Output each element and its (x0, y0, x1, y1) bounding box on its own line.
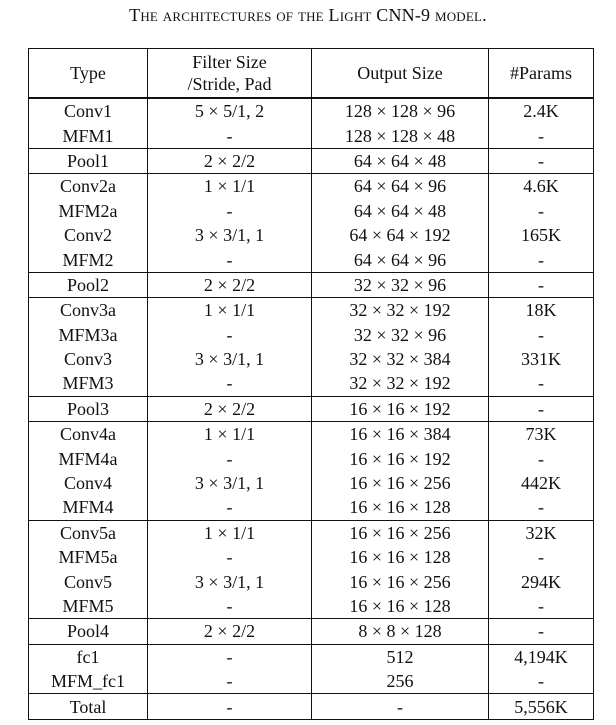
cell-type: MFM5 (29, 594, 148, 619)
cell-filter: - (148, 446, 312, 470)
cell-params: 294K (489, 569, 594, 593)
cell-output: 16 × 16 × 192 (312, 396, 489, 421)
cell-filter: 1 × 1/1 (148, 520, 312, 545)
cell-output: 16 × 16 × 128 (312, 594, 489, 619)
cell-output: 64 × 64 × 48 (312, 199, 489, 223)
cell-type: MFM2 (29, 247, 148, 272)
table-row (29, 371, 594, 396)
cell-output: 64 × 64 × 96 (312, 174, 489, 199)
cell-params: 73K (489, 422, 594, 447)
cell-params: 32K (489, 520, 594, 545)
table-caption: The architectures of the Light CNN-9 model. (129, 5, 487, 25)
cell-params: - (489, 247, 594, 272)
cell-type: Pool3 (29, 396, 148, 421)
cell-filter: - (148, 694, 312, 719)
cell-params: - (489, 199, 594, 223)
cell-filter: 3 × 3/1, 1 (148, 347, 312, 371)
cell-filter: 2 × 2/2 (148, 148, 312, 173)
cell-type: Pool2 (29, 272, 148, 297)
cell-params: - (489, 495, 594, 520)
cell-params: 331K (489, 347, 594, 371)
cell-filter: - (148, 495, 312, 520)
cell-params: - (489, 371, 594, 396)
cell-filter: 1 × 1/1 (148, 174, 312, 199)
header-params: #Params (489, 49, 594, 99)
cell-params: - (489, 594, 594, 619)
table-row (29, 545, 594, 569)
table-row (29, 422, 594, 447)
cell-type: MFM_fc1 (29, 669, 148, 694)
cell-params: - (489, 323, 594, 347)
cell-output: 32 × 32 × 192 (312, 371, 489, 396)
cell-params: 2.4K (489, 98, 594, 123)
cell-output: 512 (312, 644, 489, 669)
cell-type: MFM4 (29, 495, 148, 520)
cell-type: Conv3 (29, 347, 148, 371)
table-row (29, 520, 594, 545)
cell-filter: 3 × 3/1, 1 (148, 223, 312, 247)
cell-params: 4,194K (489, 644, 594, 669)
cell-params: - (489, 446, 594, 470)
cell-type: Conv2 (29, 223, 148, 247)
header-type: Type (29, 49, 148, 99)
cell-output: 32 × 32 × 384 (312, 347, 489, 371)
table-row (29, 247, 594, 272)
cell-filter: - (148, 669, 312, 694)
cell-output: 64 × 64 × 48 (312, 148, 489, 173)
cell-filter: 1 × 1/1 (148, 298, 312, 323)
cell-params: 5,556K (489, 694, 594, 719)
cell-filter: 3 × 3/1, 1 (148, 569, 312, 593)
cell-type: MFM3a (29, 323, 148, 347)
table-row (29, 446, 594, 470)
cell-type: Conv4a (29, 422, 148, 447)
cell-output: 16 × 16 × 128 (312, 495, 489, 520)
table-header (29, 49, 594, 99)
cell-filter: 5 × 5/1, 2 (148, 98, 312, 123)
architecture-table (28, 48, 594, 720)
cell-type: MFM4a (29, 446, 148, 470)
cell-output: 16 × 16 × 256 (312, 471, 489, 495)
table-body (29, 98, 594, 719)
cell-filter: - (148, 199, 312, 223)
cell-output: 16 × 16 × 384 (312, 422, 489, 447)
cell-output: 64 × 64 × 96 (312, 247, 489, 272)
cell-output: 8 × 8 × 128 (312, 619, 489, 644)
cell-filter: 2 × 2/2 (148, 396, 312, 421)
cell-output: 256 (312, 669, 489, 694)
header-row (29, 49, 594, 99)
cell-filter: 3 × 3/1, 1 (148, 471, 312, 495)
cell-params: - (489, 123, 594, 148)
table-row (29, 495, 594, 520)
cell-params: - (489, 669, 594, 694)
cell-type: MFM3 (29, 371, 148, 396)
cell-type: MFM5a (29, 545, 148, 569)
cell-type: Pool1 (29, 148, 148, 173)
cell-filter: - (148, 123, 312, 148)
cell-filter: - (148, 323, 312, 347)
cell-output: 32 × 32 × 96 (312, 323, 489, 347)
cell-params: 4.6K (489, 174, 594, 199)
cell-type: Total (29, 694, 148, 719)
cell-type: MFM2a (29, 199, 148, 223)
table-row (29, 569, 594, 593)
cell-filter: - (148, 594, 312, 619)
cell-filter: - (148, 371, 312, 396)
table-row (29, 471, 594, 495)
cell-params: - (489, 148, 594, 173)
cell-type: Conv2a (29, 174, 148, 199)
table-row (29, 694, 594, 719)
cell-output: 16 × 16 × 128 (312, 545, 489, 569)
cell-filter: - (148, 644, 312, 669)
cell-type: Conv1 (29, 98, 148, 123)
cell-output: 32 × 32 × 96 (312, 272, 489, 297)
table-row (29, 323, 594, 347)
cell-output: 16 × 16 × 192 (312, 446, 489, 470)
cell-output: 32 × 32 × 192 (312, 298, 489, 323)
cell-filter: 2 × 2/2 (148, 272, 312, 297)
table-row (29, 174, 594, 199)
cell-output: - (312, 694, 489, 719)
table-row (29, 298, 594, 323)
cell-output: 16 × 16 × 256 (312, 569, 489, 593)
cell-filter: 2 × 2/2 (148, 619, 312, 644)
table-row (29, 272, 594, 297)
cell-type: Conv5a (29, 520, 148, 545)
cell-params: 165K (489, 223, 594, 247)
cell-type: fc1 (29, 644, 148, 669)
cell-params: 442K (489, 471, 594, 495)
table-row (29, 223, 594, 247)
cell-params: - (489, 619, 594, 644)
header-filter-line2: /Stride, Pad (187, 74, 272, 94)
table-row (29, 199, 594, 223)
cell-params: - (489, 272, 594, 297)
table-row (29, 669, 594, 694)
cell-output: 128 × 128 × 48 (312, 123, 489, 148)
cell-type: Pool4 (29, 619, 148, 644)
table-row (29, 644, 594, 669)
table-row (29, 123, 594, 148)
cell-output: 64 × 64 × 192 (312, 223, 489, 247)
table-row (29, 619, 594, 644)
cell-params: - (489, 545, 594, 569)
cell-filter: 1 × 1/1 (148, 422, 312, 447)
cell-params: 18K (489, 298, 594, 323)
cell-type: Conv3a (29, 298, 148, 323)
header-filter-size (148, 49, 312, 99)
header-output-size: Output Size (312, 49, 489, 99)
cell-output: 16 × 16 × 256 (312, 520, 489, 545)
table-row (29, 148, 594, 173)
header-filter-line1: Filter Size (192, 52, 267, 72)
table-row (29, 98, 594, 123)
cell-filter: - (148, 247, 312, 272)
cell-params: - (489, 396, 594, 421)
cell-filter: - (148, 545, 312, 569)
cell-type: Conv5 (29, 569, 148, 593)
table-row (29, 396, 594, 421)
cell-type: Conv4 (29, 471, 148, 495)
table-row (29, 594, 594, 619)
cell-output: 128 × 128 × 96 (312, 98, 489, 123)
table-row (29, 347, 594, 371)
cell-type: MFM1 (29, 123, 148, 148)
